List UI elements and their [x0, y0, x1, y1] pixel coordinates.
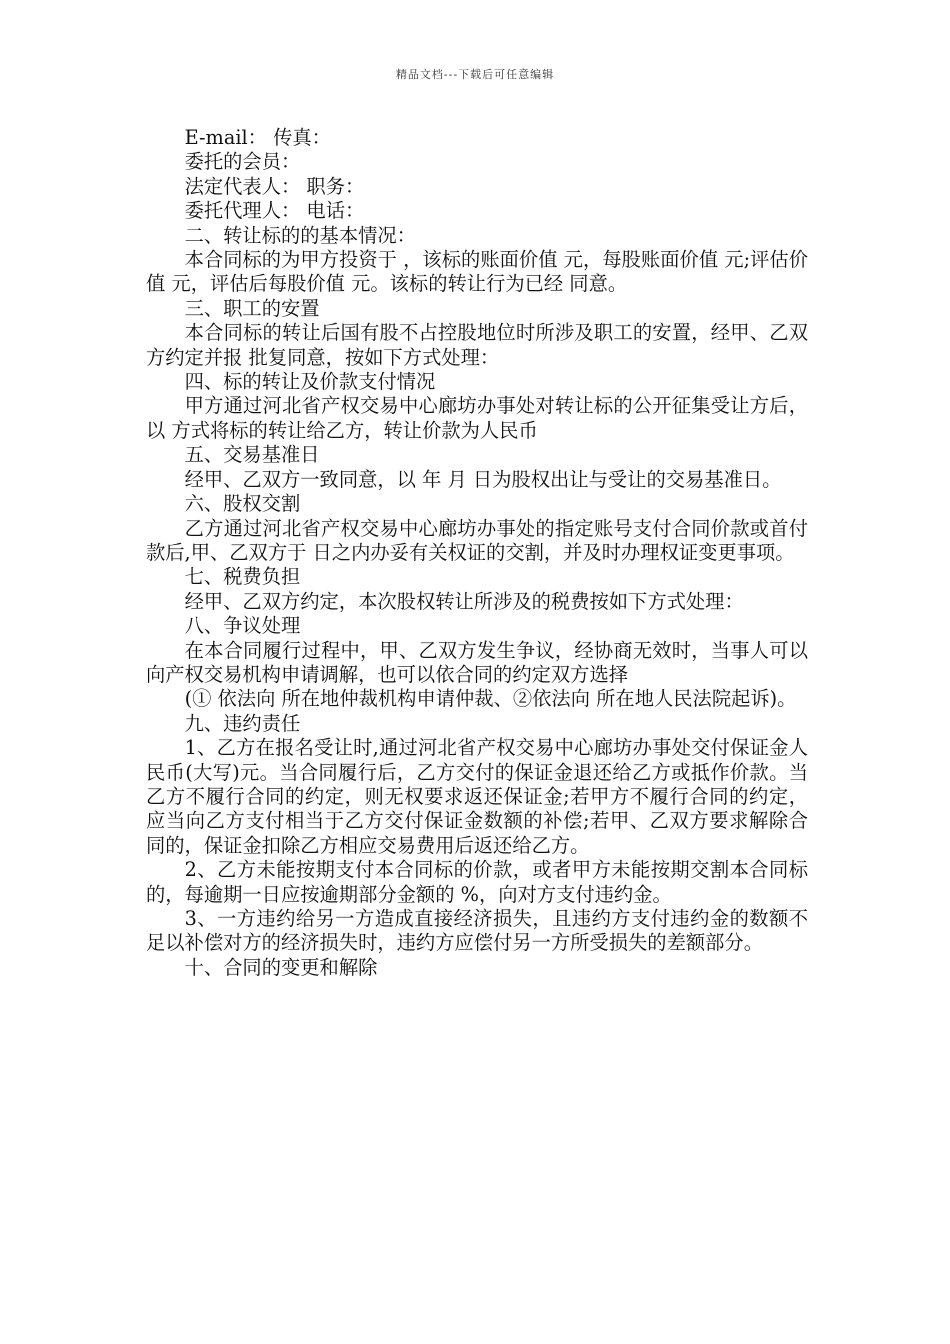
paragraph-breach-2: 2、乙方未能按期支付本合同标的价款，或者甲方未能按期交割本合同标的，每逾期一日应按逾期部分金额的 %，向对方支付违约金。 — [146, 858, 808, 906]
section-heading-3: 三、职工的安置 — [184, 296, 320, 320]
paragraph-email-fax: E-mail： 传真： — [184, 126, 331, 149]
section-heading-10: 十、合同的变更和解除 — [184, 955, 378, 979]
paragraph-member: 委托的会员： — [184, 150, 301, 174]
section-heading-6: 六、股权交割 — [184, 492, 301, 516]
paragraph-agent: 委托代理人： 电话： — [184, 199, 365, 223]
paragraph-staff-placement: 本合同标的转让后国有股不占控股地位时所涉及职工的安置，经甲、乙双方约定并报 批复同意，按如下方式处理： — [146, 321, 808, 369]
section-heading-4: 四、标的转让及价款支付情况 — [184, 370, 436, 394]
paragraph-legal-rep: 法定代表人： 职务： — [184, 174, 365, 198]
paragraph-transfer-payment: 甲方通过河北省产权交易中心廊坊办事处对转让标的公开征集受让方后，以 方式将标的转让给乙方，转让价款为人民币 — [146, 394, 808, 442]
paragraph-dispute-options: (① 依法向 所在地仲裁机构申请仲裁、②依法向 所在地人民法院起诉)。 — [184, 687, 797, 711]
section-heading-5: 五、交易基准日 — [184, 443, 320, 467]
paragraph-dispute: 在本合同履行过程中，甲、乙双方发生争议，经协商无效时，当事人可以向产权交易机构申请调解，也可以依合同的约定双方选择 — [146, 638, 808, 686]
document-body — [146, 126, 808, 980]
paragraph-base-date: 经甲、乙双方一致同意，以 年 月 日为股权出让与受让的交易基准日。 — [184, 467, 782, 491]
section-heading-2: 二、转让标的的基本情况： — [184, 223, 416, 247]
section-heading-9: 九、违约责任 — [184, 711, 301, 735]
page-header: 精品文档---下载后可任意编辑 — [395, 68, 555, 81]
paragraph-breach-1: 1、乙方在报名受让时,通过河北省产权交易中心廊坊办事处交付保证金人民币(大写)元。当合同履行后，乙方交付的保证金退还给乙方或抵作价款。当乙方不履行合同的约定，则无权要求返还保证金;若甲方不履行合同的约定，应当向乙方支付相当于乙方交付保证金数额的补偿;若甲、乙双方要求解除合同的，保证金扣除乙方相应交易费用后返还给乙方。 — [146, 736, 808, 857]
paragraph-breach-3: 3、一方违约给另一方造成直接经济损失，且违约方支付违约金的数额不足以补偿对方的经济损失时，违约方应偿付另一方所受损失的差额部分。 — [146, 907, 808, 955]
paragraph-equity-delivery: 乙方通过河北省产权交易中心廊坊办事处的指定账号支付合同价款或首付款后,甲、乙双方于 日之内办妥有关权证的交割，并及时办理权证变更事项。 — [146, 516, 808, 564]
section-heading-7: 七、税费负担 — [184, 565, 301, 589]
paragraph-subject-info: 本合同标的为甲方投资于 ，该标的账面价值 元，每股账面价值 元;评估价值 元，评估后每股价值 元。该标的转让行为已经 同意。 — [146, 248, 808, 296]
paragraph-taxes: 经甲、乙双方约定，本次股权转让所涉及的税费按如下方式处理： — [184, 589, 744, 613]
section-heading-8: 八、争议处理 — [184, 614, 301, 638]
